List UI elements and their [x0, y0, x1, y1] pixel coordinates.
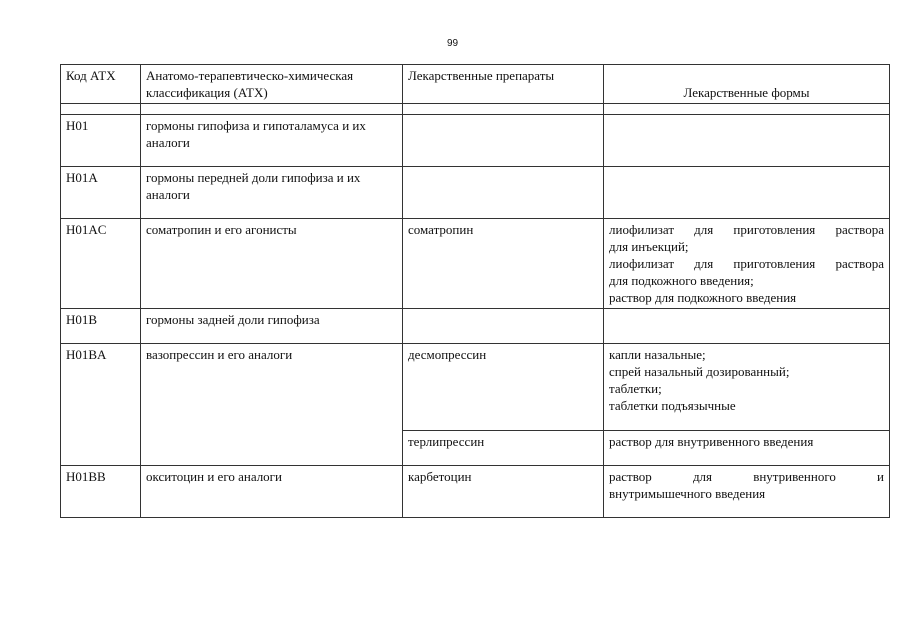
table-row	[61, 309, 890, 344]
row-classification: гормоны гипофиза и гипоталамуса и их аналоги	[141, 115, 403, 167]
form-line: лиофилизат для приготовления раствора	[609, 222, 884, 237]
row-drug: десмопрессин	[403, 344, 604, 431]
header-classification: Анатомо-терапевтическо-химическая классификация (АТХ)	[141, 65, 403, 104]
form-line: раствор для подкожного введения	[609, 290, 797, 305]
table-row	[61, 466, 890, 518]
header-forms: Лекарственные формы	[604, 65, 890, 104]
row-code: H01AC	[61, 219, 141, 309]
row-forms	[604, 466, 890, 518]
row-drug	[403, 309, 604, 344]
row-forms	[604, 219, 890, 309]
header-spacer-row	[61, 104, 890, 115]
row-forms	[604, 167, 890, 219]
form-line: таблетки подъязычные	[609, 398, 736, 413]
form-line: внутримышечного введения	[609, 486, 766, 501]
table-row	[61, 344, 890, 431]
form-line: капли назальные;	[609, 347, 706, 362]
row-drug: карбетоцин	[403, 466, 604, 518]
row-drug: соматропин	[403, 219, 604, 309]
table-row	[61, 115, 890, 167]
row-forms: раствор для внутривенного введения	[604, 431, 890, 466]
row-code: H01A	[61, 167, 141, 219]
row-code: H01B	[61, 309, 141, 344]
form-line: для инъекций;	[609, 239, 689, 254]
form-line: лиофилизат для приготовления раствора	[609, 256, 884, 271]
atx-drug-table	[60, 64, 890, 518]
row-classification: соматропин и его агонисты	[141, 219, 403, 309]
row-classification: вазопрессин и его аналоги	[141, 344, 403, 466]
row-forms	[604, 309, 890, 344]
row-forms	[604, 344, 890, 431]
row-classification: окситоцин и его аналоги	[141, 466, 403, 518]
table-header-row	[61, 65, 890, 104]
form-line: таблетки;	[609, 381, 662, 396]
row-code: H01BB	[61, 466, 141, 518]
header-drugs: Лекарственные препараты	[403, 65, 604, 104]
table-row	[61, 167, 890, 219]
page-number: 99	[446, 38, 459, 49]
row-forms	[604, 115, 890, 167]
row-code: H01BA	[61, 344, 141, 466]
table-row	[61, 219, 890, 309]
row-code: H01	[61, 115, 141, 167]
row-classification: гормоны передней доли гипофиза и их аналоги	[141, 167, 403, 219]
form-line: спрей назальный дозированный;	[609, 364, 790, 379]
header-code: Код АТХ	[61, 65, 141, 104]
row-drug	[403, 167, 604, 219]
row-drug	[403, 115, 604, 167]
form-line: для подкожного введения;	[609, 273, 754, 288]
row-drug: терлипрессин	[403, 431, 604, 466]
row-classification: гормоны задней доли гипофиза	[141, 309, 403, 344]
form-line: раствор для внутривенного и	[609, 469, 884, 484]
